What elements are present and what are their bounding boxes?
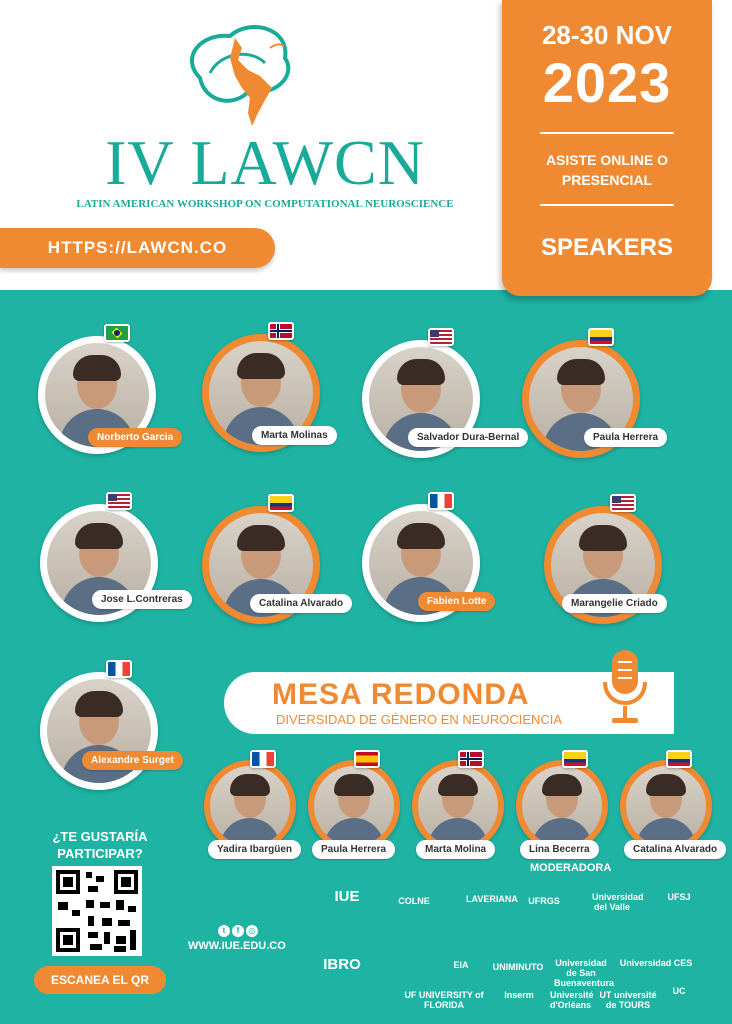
qr-code-icon[interactable] <box>52 866 142 956</box>
institution-logo: UC <box>672 986 686 996</box>
institution-logo: UF UNIVERSITY of FLORIDA <box>404 990 484 1010</box>
institution-logo: UT université de TOURS <box>599 990 657 1010</box>
institution-logo: UNIMINUTO <box>492 962 544 972</box>
usa-flag-icon <box>106 492 132 510</box>
event-subtitle: LATIN AMERICAN WORKSHOP ON COMPUTATIONAL NEUROSCIENCE <box>76 198 454 210</box>
institution-logo: Universidad de San Buenaventura <box>554 958 615 988</box>
attendance-mode: ASISTE ONLINE O PRESENCIAL <box>545 152 669 188</box>
panelist-name: Yadira Ibargüen <box>208 840 301 859</box>
institution-logo: LAVERIANA <box>466 894 518 904</box>
speaker-name: Jose L.Contreras <box>92 590 192 609</box>
institution-logo: EIA <box>453 960 469 970</box>
facebook-icon[interactable]: f <box>232 925 244 937</box>
panelist-photo <box>314 766 394 846</box>
divider <box>540 204 674 206</box>
panelist-photo <box>418 766 498 846</box>
norway-flag-icon <box>268 322 294 340</box>
france-flag-icon <box>106 660 132 678</box>
institution-logo: Inserm <box>504 990 534 1000</box>
speaker-name: Paula Herrera <box>584 428 667 447</box>
roundtable-subtitle: DIVERSIDAD DE GÉNERO EN NEUROCIENCIA <box>276 712 563 727</box>
france-flag-icon <box>250 750 276 768</box>
section-title: SPEAKERS <box>540 234 674 261</box>
brain-map-logo-icon <box>180 18 300 128</box>
panelist-photo <box>522 766 602 846</box>
institution-logo: UFRGS <box>528 896 560 906</box>
usa-flag-icon <box>610 494 636 512</box>
microphone-icon <box>600 648 650 726</box>
panelist-name: Paula Herrera <box>312 840 395 859</box>
moderator-label: MODERADORA <box>530 862 612 874</box>
speaker-name: Fabien Lotte <box>418 592 495 611</box>
institution-logo: Universidad del Valle <box>592 892 644 912</box>
event-title: IV LAWCN <box>105 127 425 198</box>
norway-flag-icon <box>458 750 484 768</box>
event-url-link[interactable]: HTTPS://LAWCN.CO <box>0 228 275 268</box>
participate-question: ¿TE GUSTARÍA PARTICIPAR? <box>52 829 148 861</box>
speaker-name: Salvador Dura-Bernal <box>408 428 528 447</box>
france-flag-icon <box>428 492 454 510</box>
twitter-icon[interactable]: t <box>218 925 230 937</box>
speaker-name: Norberto Garcia <box>88 428 182 447</box>
speaker-name: Marangelie Criado <box>562 594 667 613</box>
panelist-photo <box>210 766 290 846</box>
usa-flag-icon <box>428 328 454 346</box>
panelist-name: Lina Becerra <box>520 840 599 859</box>
institution-logo: COLNE <box>398 896 430 906</box>
speaker-name: Marta Molinas <box>252 426 337 445</box>
panelist-name: Catalina Alvarado <box>624 840 726 859</box>
speaker-name: Alexandre Surget <box>82 751 183 770</box>
panelist-name: Marta Molina <box>416 840 495 859</box>
institution-logo: Université d'Orléans <box>550 990 594 1010</box>
institution-logo: IUE <box>334 888 360 905</box>
institution-logo: UFSJ <box>667 892 691 902</box>
spain-flag-icon <box>354 750 380 768</box>
brazil-flag-icon <box>104 324 130 342</box>
institution-logo: IBRO <box>323 956 361 973</box>
colombia-flag-icon <box>666 750 692 768</box>
instagram-icon[interactable]: ◎ <box>246 925 258 937</box>
colombia-flag-icon <box>268 494 294 512</box>
event-year: 2023 <box>542 51 672 114</box>
divider <box>540 132 674 134</box>
event-dates: 28-30 NOV <box>541 20 673 50</box>
roundtable-title: MESA REDONDA <box>272 678 530 711</box>
colombia-flag-icon <box>562 750 588 768</box>
institution-logo: Universidad CES <box>619 958 693 968</box>
colombia-flag-icon <box>588 328 614 346</box>
social-icons <box>218 920 260 938</box>
scan-qr-button[interactable]: ESCANEA EL QR <box>34 966 166 994</box>
speaker-name: Catalina Alvarado <box>250 594 352 613</box>
panelist-photo <box>626 766 706 846</box>
date-panel <box>502 0 712 296</box>
iue-website-link[interactable]: WWW.IUE.EDU.CO <box>188 940 286 952</box>
